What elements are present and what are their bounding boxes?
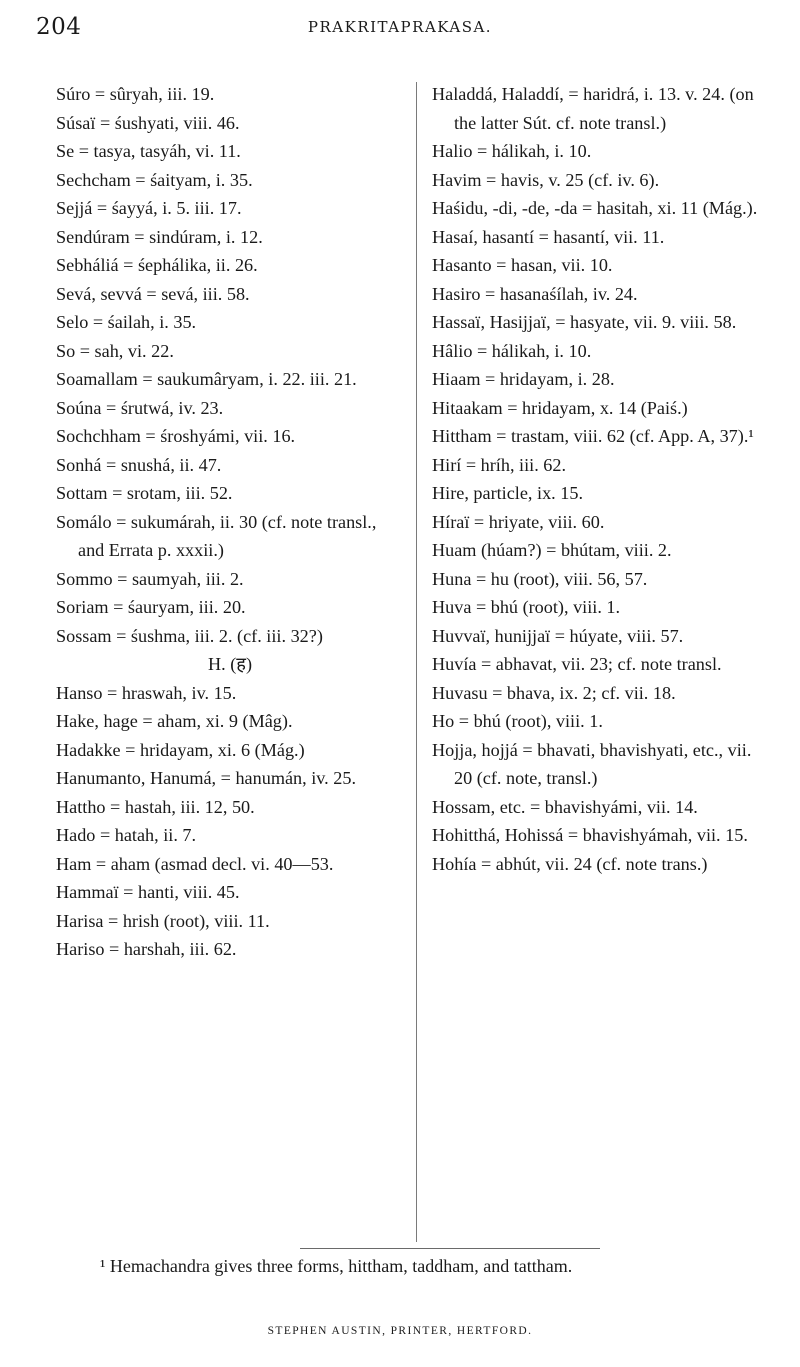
entry: Sossam = śushma, iii. 2. (cf. iii. 32?) <box>56 625 323 646</box>
entry: Selo = śailah, i. 35. <box>56 312 197 332</box>
entry: Hohitthá, Hohissá = bhavishyámah, vii. 15. <box>432 825 748 845</box>
printer-imprint: STEPHEN AUSTIN, PRINTER, HERTFORD. <box>267 1325 533 1337</box>
entry: Huvía = abhavat, vii. 23; cf. note transl. <box>432 654 722 674</box>
entry: Hâlio = hálikah, i. 10. <box>432 340 592 361</box>
entry: Sevá, sevvá = sevá, iii. 58. <box>56 283 250 304</box>
page-number: 204 <box>36 14 82 40</box>
entry: Sochchham = śroshyámi, vii. 16. <box>56 426 296 446</box>
entry: Hasaí, hasantí = hasantí, vii. 11. <box>432 226 665 247</box>
entry: Sendúram = sindúram, i. 12. <box>56 226 263 247</box>
entry: Hirí = hríh, iii. 62. <box>432 454 567 475</box>
entry: Ham = aham (asmad decl. vi. 40—53. <box>56 853 334 874</box>
entry: Hanso = hraswah, iv. 15. <box>56 682 237 703</box>
entry: Hittham = trastam, viii. 62 (cf. App. A, 37).¹ <box>432 426 754 446</box>
section-heading: H. (ह) <box>208 654 252 674</box>
entry: Hammaï = hanti, viii. 45. <box>56 882 240 902</box>
entry: Hake, hage = aham, xi. 9 (Mâg). <box>56 711 293 731</box>
entry: Sonhá = snushá, ii. 47. <box>56 454 222 475</box>
entry: Híraï = hriyate, viii. 60. <box>432 511 605 532</box>
entry: Súsaï = śushyati, viii. 46. <box>56 112 240 133</box>
entry: Soúna = śrutwá, iv. 23. <box>56 397 224 418</box>
entry: Huna = hu (root), viii. 56, 57. <box>432 568 648 589</box>
entry: Hire, particle, ix. 15. <box>432 483 584 503</box>
entry: Hariso = harshah, iii. 62. <box>56 939 237 959</box>
entry: Soriam = śauryam, iii. 20. <box>56 597 246 617</box>
entry: Huva = bhú (root), viii. 1. <box>432 597 621 617</box>
entry: Huvasu = bhava, ix. 2; cf. vii. 18. <box>432 682 676 703</box>
entry: Sechcham = śaityam, i. 35. <box>56 169 253 190</box>
left-column <box>56 80 404 964</box>
entry: Havim = havis, v. 25 (cf. iv. 6). <box>432 169 660 190</box>
entry: Hossam, etc. = bhavishyámi, vii. 14. <box>432 796 698 817</box>
entry: Haśidu, -di, -de, -da = hasitah, xi. 11 (Mág.). <box>432 198 758 218</box>
entry: Haladdá, Haladdí, = haridrá, i. 13. v. 24. (on the latter Sút. cf. note transl.) <box>432 84 754 133</box>
entry: Hado = hatah, ii. 7. <box>56 825 197 845</box>
entry: Hohía = abhút, vii. 24 (cf. note trans.) <box>432 853 708 874</box>
footnote-rule <box>300 1248 600 1249</box>
entry: Se = tasya, tasyáh, vi. 11. <box>56 141 241 161</box>
entry: Somálo = sukumárah, ii. 30 (cf. note transl., and Errata p. xxxii.) <box>56 511 377 560</box>
entry: Huvvaï, hunijjaï = húyate, viii. 57. <box>432 625 684 646</box>
entry: Hasanto = hasan, vii. 10. <box>432 255 613 275</box>
entry: Huam (húam?) = bhútam, viii. 2. <box>432 540 672 560</box>
entry: Hojja, hojjá = bhavati, bhavishyati, etc., vii. 20 (cf. note, transl.) <box>432 739 752 788</box>
entry: Hassaï, Hasijjaï, = hasyate, vii. 9. viii. 58. <box>432 312 737 332</box>
entry: Sommo = saumyah, iii. 2. <box>56 568 244 589</box>
entry: So = sah, vi. 22. <box>56 340 174 361</box>
entry: Ho = bhú (root), viii. 1. <box>432 711 603 731</box>
running-head: PRAKRITAPRAKASA. <box>307 18 493 36</box>
right-column <box>432 80 772 878</box>
footnote: ¹ Hemachandra gives three forms, hittham, taddham, and tattham. <box>100 1256 573 1276</box>
entry: Hanumanto, Hanumá, = hanumán, iv. 25. <box>56 768 357 788</box>
entry: Harisa = hrish (root), viii. 11. <box>56 910 270 931</box>
entry: Hattho = hastah, iii. 12, 50. <box>56 796 255 817</box>
entry: Súro = sûryah, iii. 19. <box>56 84 215 104</box>
column-divider <box>416 82 417 1242</box>
entry: Sebháliá = śephálika, ii. 26. <box>56 255 258 275</box>
entry: Hasiro = hasanaśílah, iv. 24. <box>432 283 638 304</box>
entry: Sejjá = śayyá, i. 5. iii. 17. <box>56 198 242 218</box>
entry: Halio = hálikah, i. 10. <box>432 141 592 161</box>
entry: Sottam = srotam, iii. 52. <box>56 483 233 503</box>
entry: Hiaam = hridayam, i. 28. <box>432 369 615 389</box>
entry: Hadakke = hridayam, xi. 6 (Mág.) <box>56 739 305 760</box>
entry: Soamallam = saukumâryam, i. 22. iii. 21. <box>56 369 357 389</box>
entry: Hitaakam = hridayam, x. 14 (Paiś.) <box>432 397 688 418</box>
